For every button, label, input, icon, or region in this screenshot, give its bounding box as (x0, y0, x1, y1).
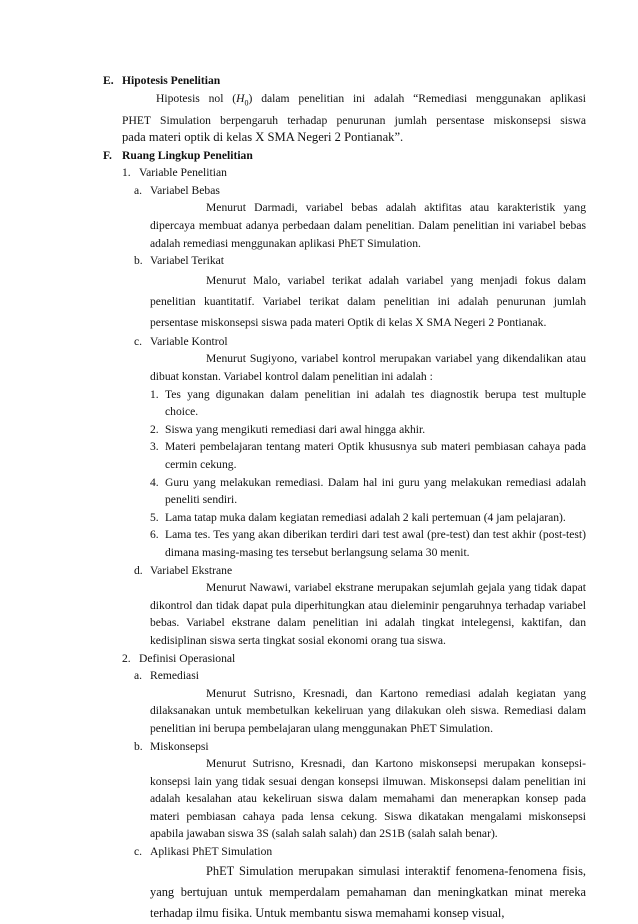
hypothesis-paragraph: Hipotesis nol $(H_0)$ dalam penelitian ini adalah “Remediasi menggunakan aplikasi PHET Simulation berpengaruh terhadap penurunan jumlah persentase miskonsepsi siswa pada materi optik di kelas X SMA Negeri 2 Pontianak”. (122, 91, 586, 145)
phet-heading: c. Aplikasi PhET Simulation (134, 845, 273, 859)
list-item-text: Tes yang digunakan dalam penelitian ini adalah tes diagnostik berupa test multuple choice. (165, 387, 586, 419)
variable-kontrol-heading: c. Variable Kontrol (134, 334, 228, 348)
document-content (0, 72, 638, 924)
list-item-number: 4. (150, 475, 159, 489)
miskonsepsi-text: Menurut Sutrisno, Kresnadi, dan Kartono miskonsepsi merupakan konsepsi-konsepsi lain yang tidak sesuai dengan konsepsi ilmuwan. Miskonsepsi dalam penelitian ini adalah kesalahan atau kekeliruan siswa dalam memahami dan menerapkan konsep pada materi pembiasan cahaya pada lensa cekung. Siswa dikatakan mengalami miskonsepsi apabila jawaban siswa 3S (salah salah salah) dan 2S1B (salah salah benar). (150, 757, 586, 841)
section-f-heading (0, 147, 638, 165)
list-item-number: 1. (150, 387, 159, 401)
variable-kontrol-text: Menurut Sugiyono, variabel kontrol merupakan variabel yang dikendalikan atau dibuat konstan. Variabel kontrol dalam penelitian ini adalah : (150, 352, 586, 384)
variabel-terikat-text: Menurut Malo, variabel terikat adalah variabel yang menjadi fokus dalam penelitian kuantitatif. Variabel terikat dalam penelitian ini adalah penurunan jumlah persentase miskonsepsi siswa pada materi Optik di kelas X SMA Negeri 2 Pontianak. (150, 273, 586, 329)
variable-kontrol-list (0, 386, 638, 562)
section-title: Ruang Lingkup Penelitian (122, 148, 253, 162)
remediasi-text: Menurut Sutrisno, Kresnadi, dan Kartono remediasi adalah kegiatan yang dilaksanakan untuk membetulkan kekeliruan yang dilakukan oleh siswa. Remediasi dalam penelitian ini berupa pembelajaran ulang menggunakan PhET Simulation. (150, 686, 586, 735)
section-e-heading (0, 72, 638, 90)
list-item-text: Lama tes. Tes yang akan diberikan terdiri dari test awal (pre-test) dan test akhir (post-test) dimana masing-masing tes tersebut berlangsung selama 30 menit. (165, 528, 586, 559)
section-letter: E. (103, 74, 114, 87)
phet-text: PhET Simulation merupakan simulasi interaktif fenomena-fenomena fisis, yang bertujuan untuk memperdalam pemahaman dan meningkatkan minat mereka terhadap ilmu fisika. Untuk membantu siswa memahami konsep visual, (150, 863, 586, 920)
list-item-text: Lama tatap muka dalam kegiatan remediasi adalah 2 kali pertemuan (4 jam pelajaran). (165, 510, 566, 524)
subsection-variable-penelitian: 1. Variable Penelitian (122, 166, 227, 180)
remediasi-heading: a. Remediasi (134, 669, 199, 683)
variabel-ekstrane-text: Menurut Nawawi, variabel ekstrane merupakan sejumlah gejala yang tidak dapat dikontrol dan tidak dapat pula diperhitungkan atau dieleminir pengaruhnya terhadap variabel bebas. Variabel ekstrane dalam penelitian ini adalah tingkat intelegensi, kaktifan, dan kedisiplinan siswa serta tingkat sosial ekonomi orang tua siswa. (150, 581, 586, 647)
list-item (0, 509, 638, 527)
section-title: Hipotesis Penelitian (122, 74, 221, 87)
variabel-bebas-heading: a. Variabel Bebas (134, 183, 220, 197)
list-item-number: 3. (150, 440, 159, 454)
variabel-bebas-text: Menurut Darmadi, variabel bebas adalah aktifitas atau karakteristik yang dipercaya membuat adanya perbedaan dalam penelitian. Dalam penelitian ini variabel bebas adalah remediasi menggunakan aplikasi PhET Simulation. (150, 201, 586, 250)
list-item (0, 474, 638, 509)
hypothesis-line-1: Hipotesis nol $(H_0)$ dalam penelitian ini adalah “Remediasi menggunakan aplikasi (156, 91, 586, 107)
list-item-text: Materi pembelajaran tentang materi Optik khususnya sub materi pembiasan cahaya pada cermin cekung. (165, 440, 586, 471)
list-item-number: 5. (150, 510, 159, 524)
list-item-number: 6. (150, 528, 159, 542)
list-item (0, 386, 638, 421)
subsection-definisi-operasional: 2. Definisi Operasional (122, 651, 236, 665)
miskonsepsi-heading: b. Miskonsepsi (134, 739, 209, 753)
list-item (0, 421, 638, 439)
list-item-number: 2. (150, 422, 159, 436)
variabel-terikat-heading: b. Variabel Terikat (134, 254, 224, 268)
list-item (0, 438, 638, 473)
list-item-text: Siswa yang mengikuti remediasi dari awal hingga akhir. (165, 422, 426, 436)
list-item-text: Guru yang melakukan remediasi. Dalam hal ini guru yang melakukan remediasi adalah peneliti sendiri. (165, 475, 586, 507)
section-letter: F. (103, 148, 112, 162)
list-item (0, 526, 638, 561)
variabel-ekstrane-heading: d. Variabel Ekstrane (134, 563, 233, 577)
